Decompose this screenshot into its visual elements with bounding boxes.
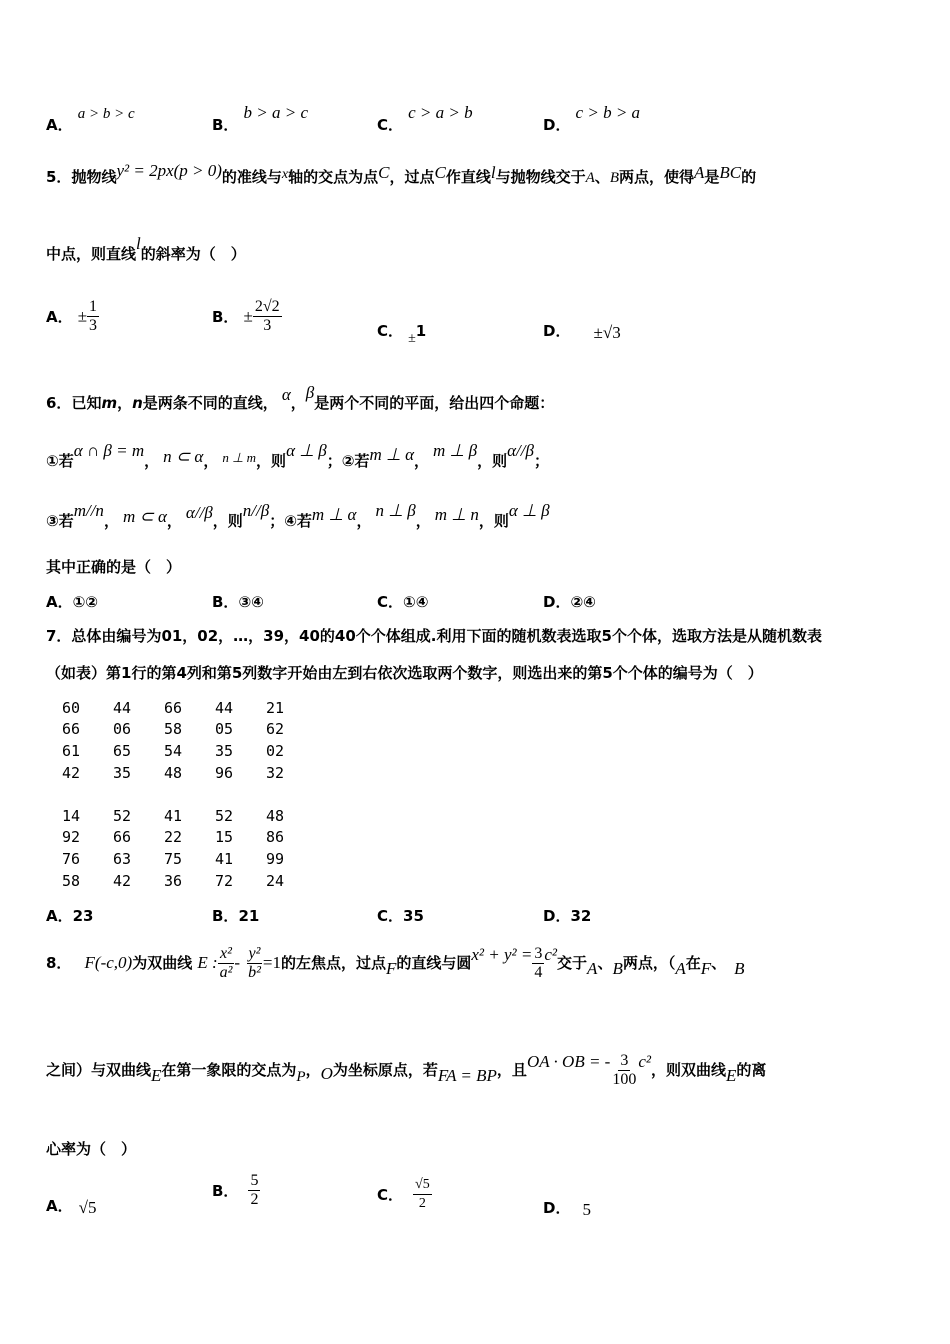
math-var: A [587, 959, 598, 978]
stem-text: 已知 [71, 394, 102, 412]
option-label: C． [377, 1186, 404, 1204]
stem-text: ， [144, 452, 160, 470]
stem-text: 的左焦点，过点 [280, 954, 386, 972]
math-var: n [132, 394, 143, 412]
math-var: B [609, 170, 619, 186]
condition: α ∩ β = m [73, 441, 145, 460]
numerator: 3 [620, 1052, 629, 1069]
table-cell: 54 [164, 741, 183, 760]
q5-option-a[interactable] [46, 298, 99, 335]
equality: FA = BP [437, 1066, 497, 1085]
q4-option-b[interactable] [212, 103, 309, 135]
table-cell: 22 [164, 828, 183, 847]
table-cell: 44 [113, 698, 132, 717]
stem-text: ， [415, 512, 431, 530]
table-row [62, 697, 317, 719]
stem-text: 是两条不同的直线， [142, 394, 278, 412]
math-var: F [700, 959, 712, 978]
stem-text: 7．总体由编号为01，02，…，39，40的40个个体组成.利用下面的随机数表选取5个个体，选取方法是从随机数表 [46, 627, 822, 645]
stem-text: 在 [685, 954, 701, 972]
stem-text: ， [305, 1061, 321, 1079]
q8-option-d[interactable] [543, 1197, 591, 1218]
table-cell: 06 [113, 720, 132, 739]
q5-option-d[interactable] [543, 320, 621, 341]
option-sign: ± [77, 306, 88, 326]
math-var: A [585, 170, 595, 186]
option-label: D． [543, 907, 571, 925]
stem-text: 为双曲线 [132, 954, 193, 972]
option-label: A． [46, 907, 73, 925]
numerator: 3 [534, 945, 543, 962]
table-cell: 44 [215, 698, 234, 717]
option-label: D． [543, 322, 571, 340]
option-label: C． [377, 116, 404, 134]
stem-text: 、 [711, 954, 727, 972]
option-label: A． [46, 593, 73, 611]
table-cell: 41 [164, 806, 183, 825]
conclusion: α ⊥ β [508, 501, 550, 520]
math-var: l [490, 163, 496, 182]
math-var: P [296, 1069, 306, 1085]
table-cell: 02 [266, 741, 285, 760]
option-label: A． [46, 1197, 73, 1215]
table-cell: 42 [62, 763, 81, 782]
table-row [62, 805, 317, 827]
option-value: 35 [403, 907, 424, 925]
math-var: A [694, 163, 705, 182]
condition: n ⊂ α [163, 447, 204, 466]
fraction [218, 945, 235, 982]
table-cell: 36 [164, 871, 183, 890]
table-row [62, 719, 317, 741]
stem-text: 心率为（ ） [46, 1140, 137, 1158]
option-label: C． [377, 593, 404, 611]
random-number-table [62, 697, 317, 891]
stem-text: 两点，使得 [618, 168, 694, 186]
option-sign: ± [408, 331, 416, 346]
stem-text: 抛物线 [71, 168, 117, 186]
stem-text: ， [290, 394, 306, 412]
numerator: 1 [89, 298, 98, 315]
math-var: F [385, 959, 397, 978]
operator: =1 [262, 953, 281, 972]
conclusion: α ⊥ β [286, 441, 327, 460]
q5-stem-line2 [46, 234, 246, 264]
stem-text: ， [356, 512, 372, 530]
table-cell: 66 [164, 698, 183, 717]
table-cell: 86 [266, 828, 285, 847]
random-table-body [62, 697, 317, 891]
math-var: c² [544, 945, 558, 964]
option-label: B． [212, 308, 239, 326]
q8-stem-line2 [46, 1050, 766, 1091]
option-label: A． [46, 308, 73, 326]
numerator: x² [220, 945, 232, 962]
option-label: D． [543, 116, 571, 134]
q8-option-a[interactable] [46, 1195, 96, 1216]
q8-option-b[interactable] [212, 1172, 260, 1209]
math-var: E [151, 1066, 162, 1085]
table-cell: 92 [62, 828, 81, 847]
option-value: 5 [582, 1200, 591, 1219]
q6-stem [46, 383, 555, 413]
table-cell: 60 [62, 698, 81, 717]
option-value: 32 [570, 907, 592, 925]
option-value: 23 [72, 907, 94, 925]
stem-text: 是 [704, 168, 720, 186]
question-number: 5． [46, 168, 72, 186]
option-label: B． [212, 1182, 239, 1200]
q4-option-c[interactable] [377, 103, 473, 135]
option-value: √3 [602, 323, 621, 342]
option-sign: ± [593, 323, 603, 342]
stem-text: ， [103, 512, 119, 530]
stem-text: 两点，（ [622, 954, 676, 972]
stem-text: 与抛物线交于 [495, 168, 586, 186]
table-cell: 32 [266, 763, 285, 782]
q8-stem-line1 [46, 943, 745, 983]
proposition-mark: ④若 [284, 512, 312, 530]
table-row [62, 827, 317, 849]
table-gap-row [62, 783, 317, 805]
stem-text: ； [269, 512, 285, 530]
math-var: BC [719, 163, 742, 182]
table-cell: 41 [215, 849, 234, 868]
table-row [62, 762, 317, 784]
fraction [87, 298, 99, 335]
option-value: ②④ [570, 593, 596, 611]
stem-text: ， [203, 452, 219, 470]
parabola-equation: y² = 2px(p > 0) [116, 161, 222, 180]
proposition-mark: ③若 [46, 512, 74, 530]
option-expr: c > a > b [408, 103, 473, 122]
stem-text: ， [166, 512, 182, 530]
numerator: 2√2 [254, 298, 280, 315]
circle-equation: x² + y² = [471, 945, 533, 964]
stem-text: ，且 [496, 1061, 527, 1079]
math-var: E [726, 1066, 737, 1085]
q6-option-c[interactable] [377, 591, 428, 612]
option-value: 1 [415, 322, 427, 340]
table-cell: 48 [266, 806, 285, 825]
table-cell: 52 [215, 806, 234, 825]
fraction [610, 1052, 638, 1089]
question-number: 6． [46, 394, 72, 412]
fraction [248, 1172, 260, 1209]
table-cell: 62 [266, 720, 285, 739]
option-label: D． [543, 1199, 571, 1217]
denominator: b² [248, 964, 261, 981]
q7-option-b[interactable] [212, 905, 259, 926]
random-table [62, 697, 317, 891]
stem-text: ， [117, 394, 133, 412]
option-label: B． [212, 116, 239, 134]
table-cell: 42 [113, 871, 132, 890]
stem-text: 的 [741, 168, 757, 186]
q7-option-c[interactable] [377, 905, 424, 926]
table-cell: 14 [62, 806, 81, 825]
q7-stem-line1 [46, 625, 822, 646]
table-cell: 63 [113, 849, 132, 868]
option-label: A． [46, 116, 73, 134]
condition: n ⊥ β [375, 501, 416, 520]
dot-product: OA · OB = - [526, 1052, 611, 1071]
stem-text: 中点，则直线 [46, 245, 137, 263]
q6-option-b[interactable] [212, 591, 264, 612]
math-var: m [101, 394, 118, 412]
table-cell: 65 [113, 741, 132, 760]
option-value: 21 [238, 907, 260, 925]
fraction [532, 945, 544, 982]
option-label: C． [377, 907, 404, 925]
stem-text: ，则 [256, 452, 287, 470]
option-value: ①④ [403, 593, 429, 611]
condition: m ⊥ α [311, 505, 357, 524]
table-cell: 52 [113, 806, 132, 825]
numerator: y² [248, 945, 261, 962]
stem-text: ，过点 [389, 168, 435, 186]
q7-stem-line2 [46, 662, 763, 683]
math-var: α [281, 385, 291, 404]
stem-text: ，则 [478, 512, 509, 530]
focus-point: F(-c,0) [84, 953, 133, 972]
q5-option-b[interactable] [212, 298, 282, 335]
denominator: 2 [418, 1196, 426, 1211]
conclusion: α//β [507, 441, 534, 460]
q5-stem-line1 [46, 161, 757, 187]
stem-text: 交于 [557, 954, 588, 972]
option-value: ①② [72, 593, 99, 611]
denominator: 2 [250, 1191, 259, 1208]
option-label: D． [543, 593, 571, 611]
table-cell: 35 [113, 763, 132, 782]
table-cell: 66 [62, 720, 81, 739]
math-var: B [734, 959, 745, 978]
condition: m ⊥ β [433, 441, 478, 460]
math-var: x [281, 167, 289, 182]
stem-text: 为坐标原点，若 [332, 1061, 438, 1079]
option-expr: c > b > a [575, 103, 641, 122]
table-cell: 05 [215, 720, 234, 739]
stem-text: 是两个不同的平面，给出四个命题： [314, 394, 555, 412]
q8-stem-line3 [46, 1138, 136, 1159]
stem-text: 作直线 [445, 168, 491, 186]
stem-text: （如表）第1行的第4列和第5列数字开始由左到右依次选取两个数字，则选出来的第5个个体的编号为（ ） [46, 664, 763, 682]
table-cell: 61 [62, 741, 81, 760]
denominator: a² [219, 964, 233, 981]
conclusion: n//β [242, 501, 270, 520]
table-row [62, 848, 317, 870]
table-cell: 75 [164, 849, 183, 868]
table-cell: 21 [266, 698, 285, 717]
stem-text: ； [533, 452, 549, 470]
stem-text: ，则 [477, 452, 508, 470]
math-var: O [320, 1064, 333, 1083]
denominator: 3 [89, 317, 98, 334]
q6-option-a[interactable] [46, 591, 98, 612]
q6-option-d[interactable] [543, 591, 596, 612]
table-row [62, 870, 317, 892]
proposition-mark: ①若 [46, 452, 74, 470]
math-var: B [612, 959, 623, 978]
condition: m ⊥ n [434, 505, 479, 524]
math-var: C [378, 163, 390, 182]
option-value: ③④ [238, 593, 264, 611]
option-expr: a > b > c [77, 106, 135, 122]
condition: m//n [73, 501, 104, 520]
table-cell: 72 [215, 871, 234, 890]
condition: α//β [185, 503, 213, 522]
math-var: β [305, 383, 315, 402]
option-sign: ± [243, 306, 253, 326]
operator: - [234, 953, 241, 972]
table-row [62, 740, 317, 762]
table-cell: 15 [215, 828, 234, 847]
fraction [413, 1176, 432, 1213]
numerator: 5 [250, 1172, 259, 1189]
question-number: 8． [46, 954, 72, 972]
table-cell: 58 [62, 871, 81, 890]
math-var: l [136, 234, 141, 253]
stem-text: ， [414, 452, 430, 470]
table-cell: 96 [215, 763, 234, 782]
condition: n ⊥ m [222, 450, 257, 465]
denominator: 4 [534, 964, 543, 981]
table-cell: 66 [113, 828, 132, 847]
stem-text: ； [326, 452, 342, 470]
numerator: √5 [413, 1176, 432, 1195]
fraction [253, 298, 282, 335]
condition: m ⊥ α [369, 445, 414, 464]
condition: m ⊂ α [122, 507, 167, 526]
stem-text: 的直线与圆 [396, 954, 472, 972]
q7-option-a[interactable] [46, 905, 93, 926]
stem-text: ，则双曲线 [651, 1061, 727, 1079]
q5-option-c[interactable] [377, 320, 427, 346]
stem-text: 轴的交点为点 [288, 168, 379, 186]
denominator: 3 [263, 317, 272, 334]
table-cell: 24 [266, 871, 285, 890]
math-var: c² [638, 1052, 651, 1071]
stem-text: 其中正确的是（ ） [46, 558, 182, 576]
stem-text: 之间）与双曲线 [46, 1061, 152, 1079]
stem-text: ，则 [212, 512, 243, 530]
q7-option-d[interactable] [543, 905, 591, 926]
option-value: √5 [78, 1198, 97, 1217]
math-var: C [434, 163, 446, 182]
stem-text: 的斜率为（ ） [140, 245, 246, 263]
option-label: B． [212, 907, 239, 925]
q4-option-d[interactable] [543, 103, 641, 135]
q6-propositions-1-2 [46, 441, 549, 471]
stem-text: 的准线与 [221, 168, 282, 186]
table-cell: 48 [164, 763, 183, 782]
q6-propositions-3-4 [46, 501, 550, 531]
option-label: B． [212, 593, 239, 611]
table-cell: 99 [266, 849, 285, 868]
q4-option-a[interactable] [46, 106, 135, 135]
hyperbola-name: E : [197, 953, 218, 972]
denominator: 100 [612, 1071, 637, 1088]
math-var: A [675, 959, 686, 978]
q6-question [46, 556, 181, 577]
stem-text: 的离 [736, 1061, 767, 1079]
option-expr: b > a > c [243, 103, 309, 122]
table-gap-cell [62, 783, 317, 805]
stem-text: 在第一象限的交点为 [161, 1061, 297, 1079]
table-cell: 58 [164, 720, 183, 739]
stem-text: 、 [594, 168, 610, 186]
table-cell: 76 [62, 849, 81, 868]
q8-option-c[interactable] [377, 1176, 432, 1213]
fraction [246, 945, 263, 982]
option-label: C． [377, 322, 404, 340]
stem-text: 、 [597, 954, 613, 972]
table-cell: 35 [215, 741, 234, 760]
proposition-mark: ②若 [341, 452, 370, 470]
